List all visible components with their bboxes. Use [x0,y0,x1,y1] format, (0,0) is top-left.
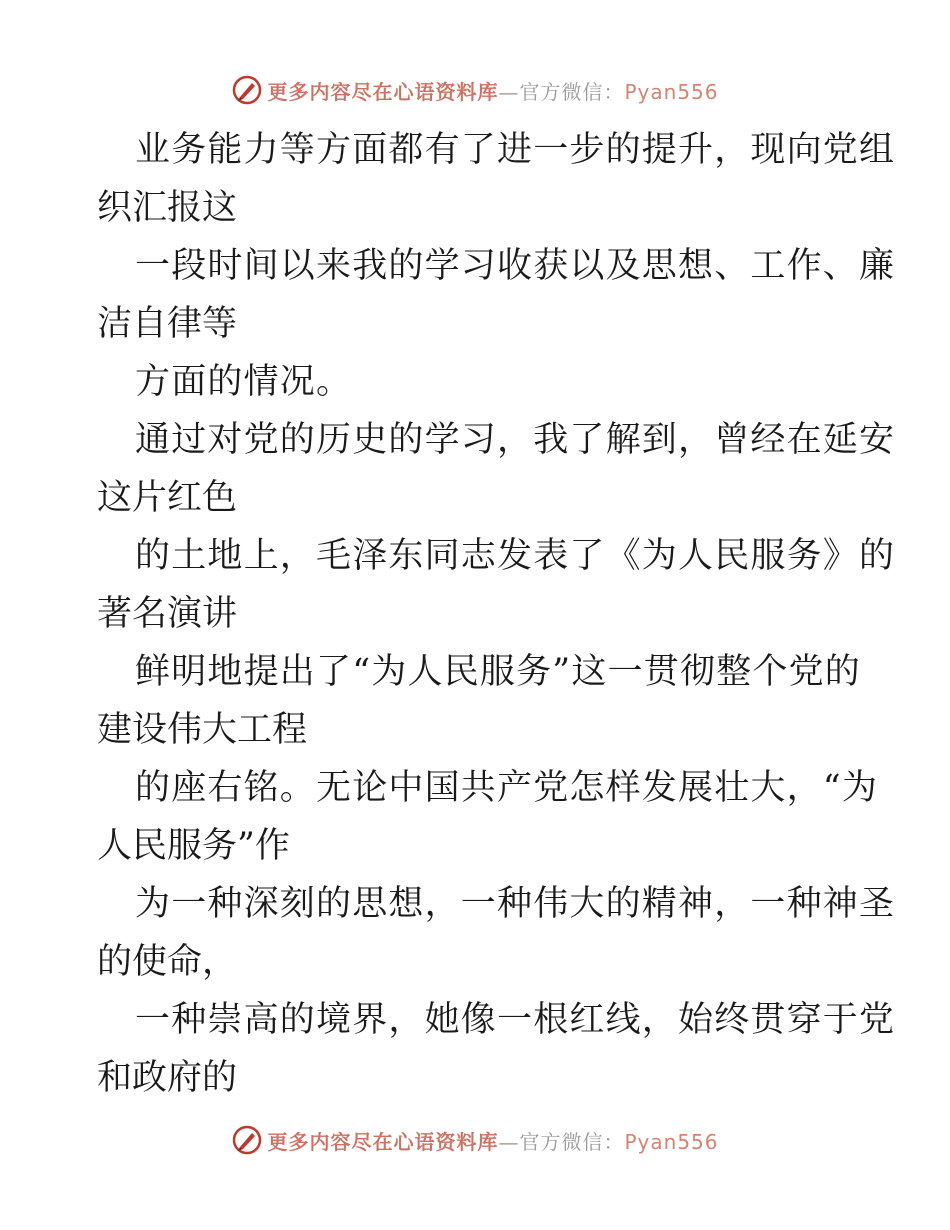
body-line: 方面的情况。 [135,362,353,402]
footer-promo-text: 更多内容尽在心语资料库 [267,1129,499,1154]
body-line: 建设伟大工程 [97,710,308,750]
header-wechat-id: Pyan556 [624,79,719,104]
body-line: 一种崇高的境界，她像一根红线，始终贯穿于党 [135,1000,896,1040]
body-line: 的座右铭。无论中国共产党怎样发展壮大，“为 [135,768,879,808]
footer-separator: — [498,1129,520,1154]
body-line: 鲜明地提出了“为人民服务”这一贯彻整个党的 [135,652,861,692]
body-line: 一段时间以来我的学习收获以及思想、工作、廉 [135,246,896,286]
footer-wechat-label: 官方微信： [519,1129,625,1154]
header-wechat-label: 官方微信： [519,79,625,104]
body-line: 著名演讲 [97,594,238,634]
header-promo [267,76,718,105]
body-line: 人民服务”作 [97,826,290,866]
body-line: 织汇报这 [97,188,238,228]
body-line: 为一种深刻的思想，一种伟大的精神，一种神圣 [135,884,896,924]
body-line: 洁自律等 [97,304,238,344]
document-body [97,121,896,1107]
footer-banner [0,1120,950,1160]
body-line: 的土地上，毛泽东同志发表了《为人民服务》的 [135,536,896,576]
body-line: 业务能力等方面都有了进一步的提升，现向党组 [135,130,896,170]
body-line: 通过对党的历史的学习，我了解到，曾经在延安 [135,420,896,460]
body-line: 的使命， [97,942,238,982]
header-promo-text: 更多内容尽在心语资料库 [267,79,499,104]
body-line: 和政府的 [97,1058,238,1098]
pen-logo-icon [231,74,263,106]
header-separator: — [498,79,520,104]
pen-logo-icon [231,1124,263,1156]
footer-promo [267,1126,718,1155]
header-banner [0,70,950,110]
body-line: 这片红色 [97,478,238,518]
footer-wechat-id: Pyan556 [624,1129,719,1154]
